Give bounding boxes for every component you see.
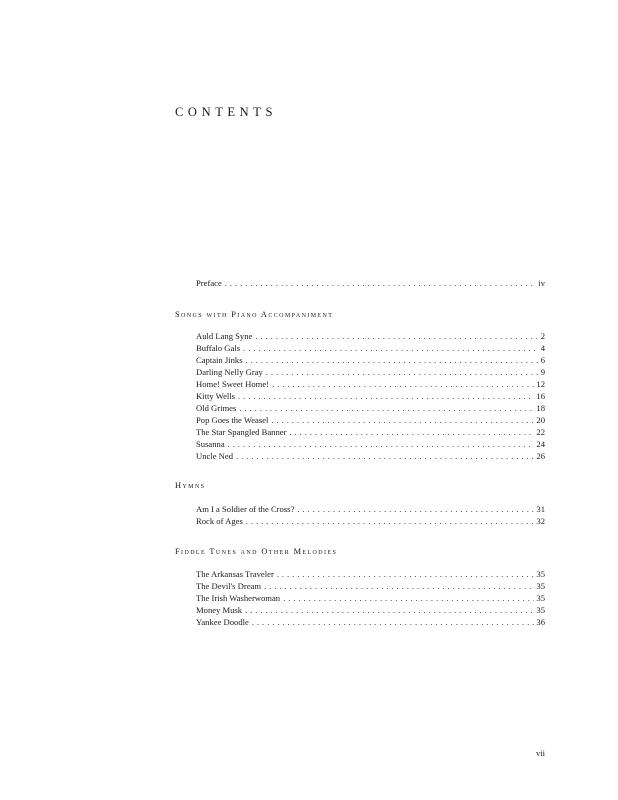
dot-leader	[228, 438, 535, 450]
dot-leader	[236, 450, 534, 462]
toc-entry-page: 20	[536, 415, 545, 425]
toc-entry	[196, 604, 545, 616]
toc-entry	[196, 402, 545, 414]
toc-entry-title: Kitty Wells	[196, 391, 236, 401]
toc-entry	[196, 503, 545, 515]
toc-entry-page: 35	[536, 569, 545, 579]
toc-entry-title: The Devil's Dream	[196, 581, 262, 591]
toc-entry-title: Buffalo Gals	[196, 343, 240, 353]
toc-entry	[196, 568, 545, 580]
dot-leader	[272, 378, 534, 390]
page-title: CONTENTS	[175, 105, 278, 119]
toc-entry	[196, 330, 545, 342]
toc-entry	[196, 616, 545, 628]
toc-entry-page: 35	[536, 593, 545, 603]
toc-entry	[196, 378, 545, 390]
toc-entry-title: The Star Spangled Banner	[196, 427, 287, 437]
page-number: vii	[536, 748, 546, 758]
toc-entry-title: Home! Sweet Home!	[196, 379, 270, 389]
dot-leader	[239, 402, 534, 414]
toc-entry	[196, 592, 545, 604]
toc-entry-preface	[196, 277, 545, 289]
dot-leader	[245, 604, 534, 616]
toc-entry-page: 31	[536, 504, 545, 514]
toc-entry	[196, 515, 545, 527]
toc-entry-page: 35	[536, 605, 545, 615]
toc-entry-page: 6	[540, 355, 545, 365]
toc-entry-title: Rock of Ages	[196, 516, 243, 526]
toc-entry-page: 18	[536, 403, 545, 413]
toc-entry	[196, 580, 545, 592]
toc-entry-title: Captain Jinks	[196, 355, 243, 365]
toc-entry-page: 24	[536, 439, 545, 449]
toc-entry-title: Auld Lang Syne	[196, 331, 253, 341]
toc-entry-title: The Arkansas Traveler	[196, 569, 274, 579]
dot-leader	[277, 568, 535, 580]
toc-entry	[196, 450, 545, 462]
toc-entry-page: 32	[536, 516, 545, 526]
toc-entry-page: 36	[536, 617, 545, 627]
dot-leader	[238, 390, 534, 402]
dot-leader	[289, 426, 534, 438]
toc-entry	[196, 366, 545, 378]
section-heading-fiddle-tunes: Fiddle Tunes and Other Melodies	[175, 547, 338, 556]
dot-leader	[252, 616, 535, 628]
dot-leader	[243, 342, 539, 354]
toc-entry-page: 16	[536, 391, 545, 401]
toc-entry-title: Susanna	[196, 439, 225, 449]
toc-entry-page: 9	[540, 367, 545, 377]
toc-entry-title: Pop Goes the Weasel	[196, 415, 269, 425]
section-heading-songs: Songs with Piano Accompaniment	[175, 310, 334, 319]
toc-entry-page: 12	[536, 379, 545, 389]
toc-entry-title: Preface	[196, 278, 222, 288]
dot-leader	[246, 354, 539, 366]
toc-entry-page: 22	[536, 427, 545, 437]
dot-leader	[255, 330, 538, 342]
toc-entry-title: Old Grimes	[196, 403, 237, 413]
toc-entry	[196, 390, 545, 402]
toc-entry-title: Uncle Ned	[196, 451, 233, 461]
toc-entry-page: 4	[540, 343, 545, 353]
toc-entry-title: Am I a Soldier of the Cross?	[196, 504, 295, 514]
toc-entry-title: Yankee Doodle	[196, 617, 249, 627]
dot-leader	[264, 580, 534, 592]
toc-entry	[196, 354, 545, 366]
toc-entry-page: 2	[540, 331, 545, 341]
dot-leader	[225, 277, 537, 289]
toc-entry-title: Money Musk	[196, 605, 243, 615]
toc-entry-page: 26	[536, 451, 545, 461]
toc-entry-page: 35	[536, 581, 545, 591]
section-heading-hymns: Hymns	[175, 481, 206, 490]
toc-entry-title: Darling Nelly Gray	[196, 367, 263, 377]
toc-entry-page: iv	[538, 278, 545, 288]
dot-leader	[297, 503, 534, 515]
toc-entry	[196, 342, 545, 354]
toc-entry	[196, 426, 545, 438]
toc-entry-title: The Irish Washerwoman	[196, 593, 281, 603]
toc-entry	[196, 414, 545, 426]
toc-entry	[196, 438, 545, 450]
dot-leader	[283, 592, 534, 604]
dot-leader	[266, 366, 539, 378]
dot-leader	[271, 414, 534, 426]
dot-leader	[246, 515, 535, 527]
